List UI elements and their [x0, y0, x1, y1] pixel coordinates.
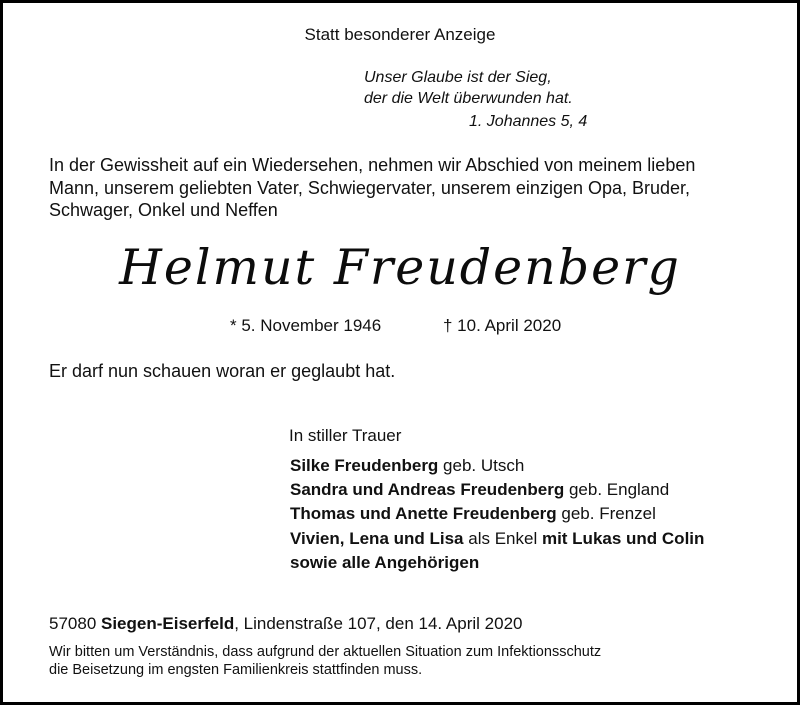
mourner-entry: sowie alle Angehörigen [290, 552, 480, 572]
mourner-entry: Thomas und Anette Freudenberg geb. Frenzel [290, 504, 656, 524]
funeral-note-line-2: die Beisetzung im engsten Familienkreis stattfinden muss. [49, 662, 423, 678]
birth-date: * 5. November 1946 [230, 316, 382, 335]
header-text: Statt besonderer Anzeige [304, 25, 496, 44]
intro-line-3: Schwager, Onkel und Neffen [49, 200, 278, 220]
intro-paragraph [49, 154, 769, 222]
quote-text: Er darf nun schauen woran er geglaubt hat. [49, 361, 396, 381]
mourner-entry: Sandra und Andreas Freudenberg geb. England [290, 480, 670, 500]
place-and-date: 57080 Siegen-Eiserfeld, Lindenstraße 107, den 14. April 2020 [49, 614, 523, 633]
deceased-name: Helmut Freudenberg [119, 239, 681, 296]
mourner-entry: Vivien, Lena und Lisa als Enkel mit Lukas und Colin [290, 528, 705, 548]
intro-line-2: Mann, unserem geliebten Vater, Schwiegervater, unserem einzigen Opa, Bruder, [49, 177, 691, 198]
bible-verse-reference: 1. Johannes 5, 4 [469, 113, 588, 130]
mourner-entry: Silke Freudenberg geb. Utsch [290, 456, 525, 475]
mourning-intro: In stiller Trauer [289, 426, 402, 445]
bible-verse-line-1: Unser Glaube ist der Sieg, [364, 69, 552, 86]
funeral-note [49, 643, 601, 679]
intro-line-1: In der Gewissheit auf ein Wiedersehen, nehmen wir Abschied von meinem lieben [49, 155, 696, 175]
funeral-note-line-1: Wir bitten um Verständnis, dass aufgrund der aktuellen Situation zum Infektionsschutz [49, 644, 602, 660]
bible-verse-line-2: der die Welt überwunden hat. [364, 90, 573, 107]
death-date: † 10. April 2020 [443, 316, 562, 335]
mourners-list [290, 454, 704, 575]
